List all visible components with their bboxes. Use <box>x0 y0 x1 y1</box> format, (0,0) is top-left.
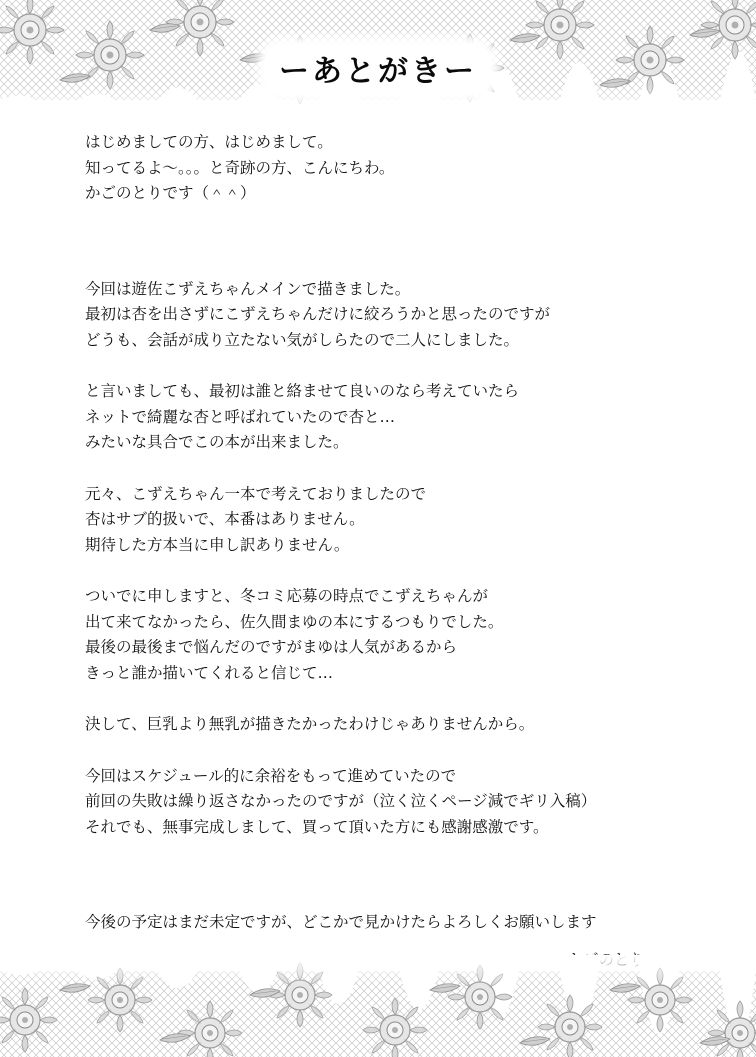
text-line: はじめましての方、はじめまして。 <box>85 133 333 151</box>
text-line: 最初は杏を出さずにこずえちゃんだけに絞ろうかと思ったのですが <box>85 305 551 323</box>
text-line: 最後の最後まで悩んだのですがまゆは人気があるから <box>85 638 458 656</box>
text-line: 知ってるよ～。。。と奇跡の方、こんにちわ。 <box>85 158 395 177</box>
text-line: どうも、会話が成り立たない気がしらたので二人にしました。 <box>85 330 520 349</box>
paragraph-main-character <box>85 277 725 354</box>
text-line: ついでに申しますと、冬コミ応募の時点でこずえちゃんが <box>85 587 489 605</box>
text-line: 期待した方本当に申し訳ありません。 <box>85 535 350 554</box>
text-line: かごのとりです（＾＾） <box>85 184 256 202</box>
text-line: 杏はサブ的扱いで、本番はありません。 <box>85 510 365 528</box>
lace-border-bottom <box>0 955 756 1057</box>
text-line: みたいな具合でこの本が出来ました。 <box>85 433 349 451</box>
text-line: ネットで綺麗な杏と呼ばれていたので杏と… <box>85 407 396 426</box>
text-line: 前回の失敗は繰り返さなかったのですが（泣く泣くページ減でギリ入稿） <box>85 792 597 810</box>
text-line: 今回はスケジュール的に余裕をもって進めていたので <box>85 766 457 785</box>
paragraph-schedule <box>85 764 725 841</box>
lace-pattern-bottom-icon <box>0 955 756 1057</box>
text-line: 出て来てなかったら、佐久間まゆの本にするつもりでした。 <box>85 612 504 631</box>
title-area <box>0 44 756 94</box>
text-line: 元々、こずえちゃん一本で考えておりましたので <box>85 484 427 503</box>
paragraph-apology <box>85 482 725 559</box>
paragraph-pairing <box>85 379 725 456</box>
text-line: 今回は遊佐こずえちゃんメインで描きました。 <box>85 279 411 298</box>
text-line: きっと誰か描いてくれると信じて… <box>85 663 334 682</box>
text-line: それでも、無事完成しまして、買って頂いた方にも感謝感激です。 <box>85 817 549 836</box>
paragraph-greeting <box>85 130 725 207</box>
paragraph-closing <box>85 910 725 936</box>
text-line: と言いましても、最初は誰と絡ませて良いのなら考えていたら <box>85 382 520 400</box>
afterword-body <box>85 130 725 973</box>
text-line: 今後の予定はまだ未定ですが、どこかで見かけたらよろしくお願いします <box>85 913 597 931</box>
text-line: 決して、巨乳より無乳が描きたかったわけじゃありませんから。 <box>85 715 535 733</box>
paragraph-note <box>85 712 725 738</box>
paragraph-comiket <box>85 584 725 686</box>
page-title: ーあとがきー <box>265 44 491 94</box>
